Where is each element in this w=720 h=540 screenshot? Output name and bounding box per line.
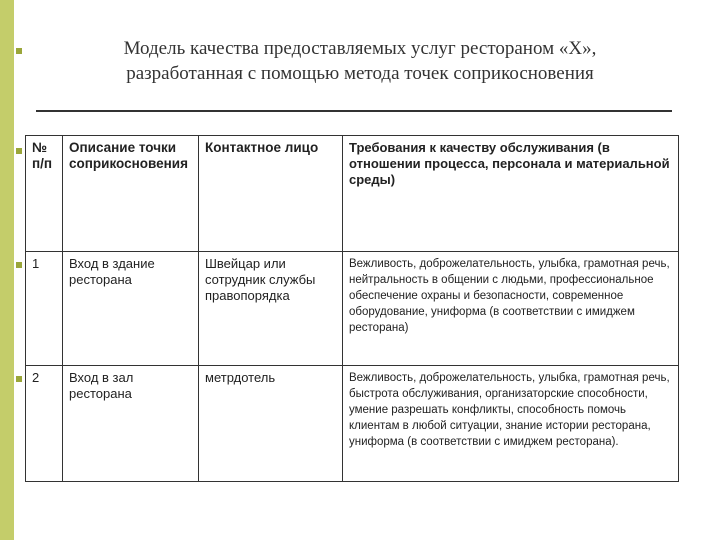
- header-description: Описание точки соприкосновения: [63, 136, 199, 252]
- bullet-square-icon: [16, 376, 22, 382]
- row-1-requirements: Вежливость, доброжелательность, улыбка, грамотная речь, нейтральность в общении с людьми, профессиональное обеспечение охраны и безопасности, современное оборудование, униформа (в соответствии с имиджем ресторана): [343, 252, 679, 366]
- row-1-num: 1: [26, 252, 63, 366]
- table-header-row: [26, 136, 679, 252]
- title-line-2: разработанная с помощью метода точек соприкосновения: [126, 63, 594, 84]
- quality-model-table: [25, 135, 679, 482]
- decorative-side-bar: [0, 0, 14, 540]
- bullet-square-icon: [16, 148, 22, 154]
- row-2-contact: метрдотель: [199, 366, 343, 482]
- title-line-1: Модель качества предоставляемых услуг рестораном «Х»,: [123, 38, 597, 59]
- row-2-num: 2: [26, 366, 63, 482]
- bullet-square-icon: [16, 262, 22, 268]
- title-divider: [36, 110, 672, 112]
- header-num: № п/п: [26, 136, 63, 252]
- header-contact: Контактное лицо: [199, 136, 343, 252]
- row-2-description: Вход в зал ресторана: [63, 366, 199, 482]
- page-title: [40, 36, 680, 86]
- bullet-square-icon: [16, 48, 22, 54]
- row-2-requirements: Вежливость, доброжелательность, улыбка, грамотная речь, быстрота обслуживания, организаторские способности, умение разрешать конфликты, способность помочь клиентам в любой ситуации, знание истории ресторана, униформа (в соответствии с имиджем ресторана).: [343, 366, 679, 482]
- row-1-description: Вход в здание ресторана: [63, 252, 199, 366]
- row-1-contact: Швейцар или сотрудник службы правопорядка: [199, 252, 343, 366]
- table-row: [26, 252, 679, 366]
- header-requirements: Требования к качеству обслуживания (в отношении процесса, персонала и материальной среды): [343, 136, 679, 252]
- table-row: [26, 366, 679, 482]
